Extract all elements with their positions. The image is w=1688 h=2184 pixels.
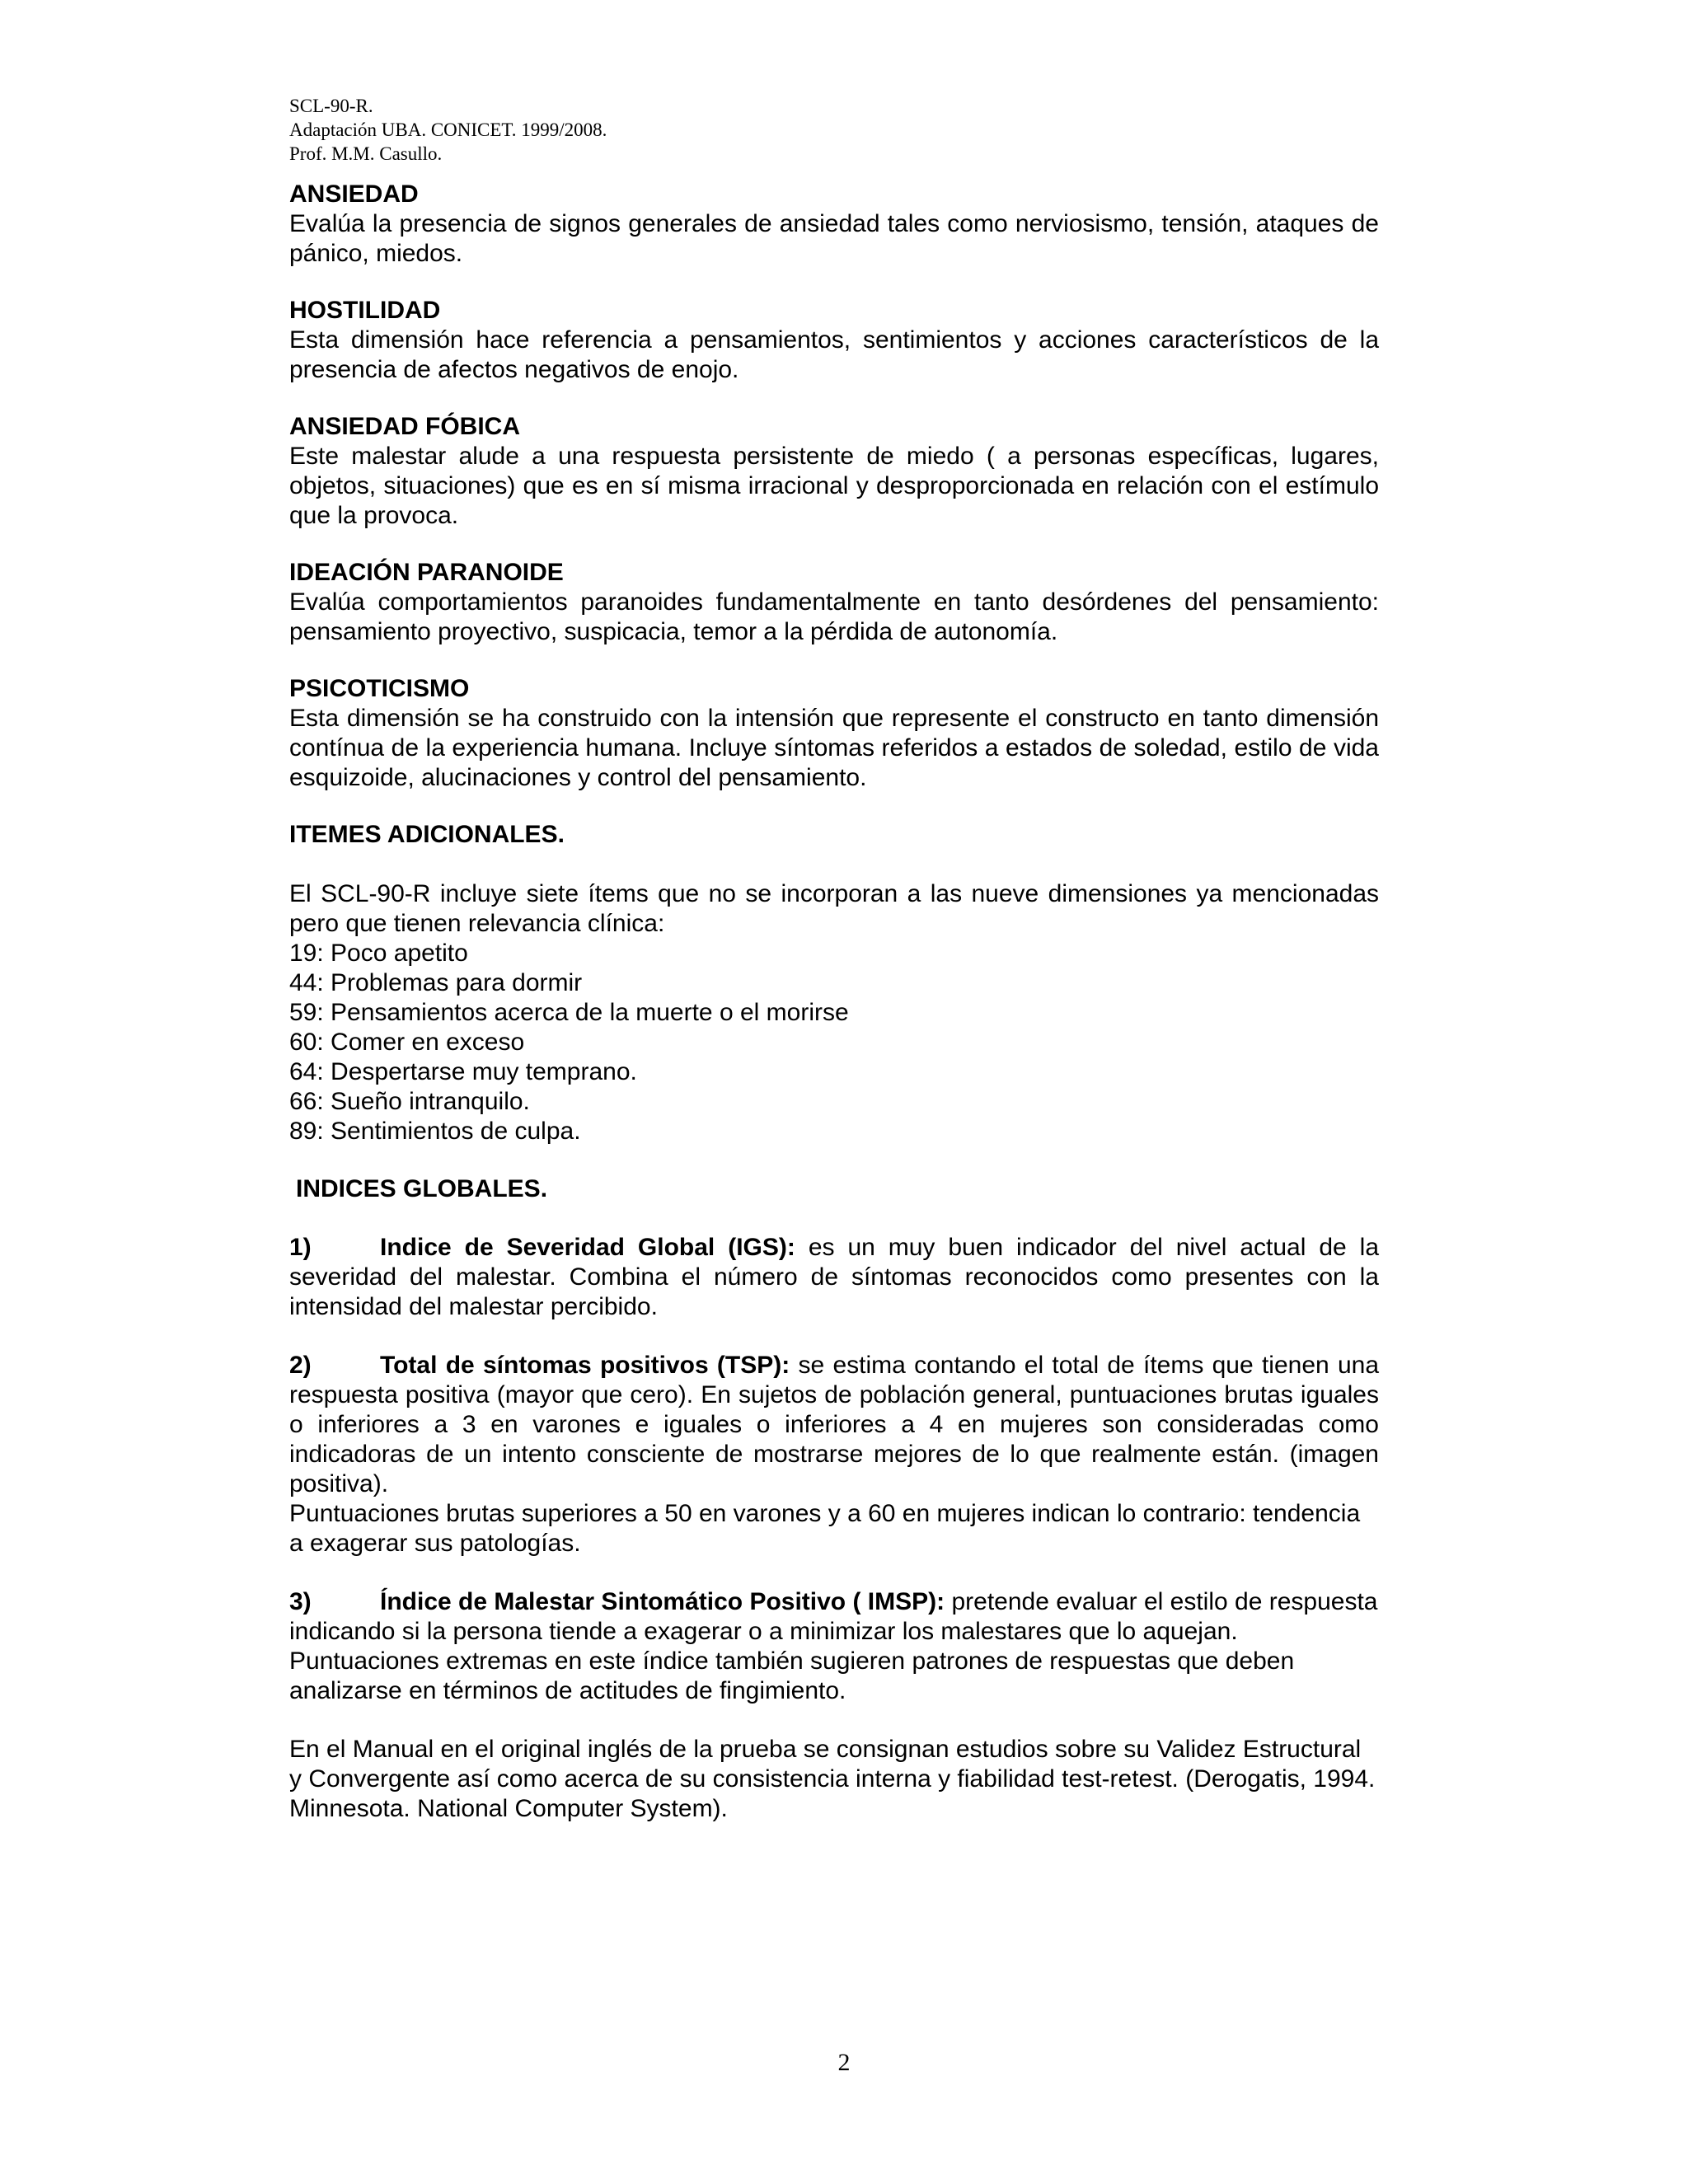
list-item: 64: Despertarse muy temprano. <box>289 1058 637 1085</box>
additional-items-list <box>289 939 1379 1146</box>
section-text: Este malestar alude a una respuesta persistente de miedo ( a personas específicas, lugares, objetos, situaciones) que es en sí misma irracional y desproporcionada en relación con el estímulo que la provoca. <box>289 443 1379 529</box>
index-number: 3) <box>289 1588 312 1615</box>
index-text: se estima contando el total de ítems que tienen una respuesta positiva (mayor que cero). En sujetos de población general, puntuaciones brutas iguales o inferiores a 3 en varones e iguales o inferiores a 4 en mujeres son consideradas como indicadoras de un intento consciente de mostrarse mejores de lo que realmente están. (imagen positiva). <box>289 1352 1380 1497</box>
index-igs <box>289 1233 1379 1322</box>
document-header <box>289 94 607 166</box>
closing-paragraph: En el Manual en el original inglés de la prueba se consignan estudios sobre su Validez Estructural y Convergente así como acerca de su consistencia interna y fiabilidad test-retest. (Derogatis, 1994. Minnesota. National Computer System). <box>289 1736 1376 1822</box>
page-number: 2 <box>837 2049 851 2076</box>
list-item: 60: Comer en exceso <box>289 1029 525 1056</box>
section-text: Esta dimensión se ha construido con la intensión que represente el constructo en tanto dimensión contínua de la experiencia humana. Incluye síntomas referidos a estados de soledad, estilo de vida esquizoide, alucinaciones y control del pensamiento. <box>289 705 1379 791</box>
list-item: 66: Sueño intranquilo. <box>289 1088 530 1115</box>
index-tsp <box>289 1351 1379 1558</box>
section-title: ANSIEDAD <box>289 180 419 208</box>
list-item: 19: Poco apetito <box>289 940 468 967</box>
index-title: Indice de Severidad Global (IGS): <box>380 1234 795 1261</box>
header-line-2: Adaptación UBA. CONICET. 1999/2008. <box>289 120 607 140</box>
section-items-adicionales <box>289 820 1379 1146</box>
section-text: Evalúa comportamientos paranoides fundamentalmente en tanto desórdenes del pensamiento: pensamiento proyectivo, suspicacia, temor a la pérdida de autonomía. <box>289 588 1379 645</box>
section-title: ANSIEDAD FÓBICA <box>289 413 521 440</box>
index-title: Total de síntomas positivos (TSP): <box>380 1352 790 1379</box>
section-title: HOSTILIDAD <box>289 297 441 324</box>
index-text: es un muy buen indicador del nivel actual de la severidad del malestar. Combina el número de síntomas reconocidos como presentes con la intensidad del malestar percibido. <box>289 1234 1380 1320</box>
index-title: Índice de Malestar Sintomático Positivo ( IMSP): <box>380 1588 945 1615</box>
index-number: 2) <box>289 1352 312 1379</box>
index-imsp <box>289 1587 1379 1706</box>
section-title: PSICOTICISMO <box>289 675 470 702</box>
list-item: 89: Sentimientos de culpa. <box>289 1118 581 1145</box>
list-item: 44: Problemas para dormir <box>289 969 583 996</box>
section-ansiedad-fobica <box>289 412 1379 531</box>
section-psicoticismo <box>289 674 1379 793</box>
header-line-1: SCL-90-R. <box>289 96 373 116</box>
section-text: Esta dimensión hace referencia a pensamientos, sentimientos y acciones característicos de la presencia de afectos negativos de enojo. <box>289 326 1379 383</box>
document-body <box>289 180 1379 1824</box>
section-ansiedad <box>289 180 1379 269</box>
index-text: pretende evaluar el estilo de respuesta indicando si la persona tiende a exagerar o a minimizar los malestares que lo aquejan. <box>289 1588 1378 1645</box>
index-number: 1) <box>289 1234 312 1261</box>
index-extra-text: Puntuaciones extremas en este índice también sugieren patrones de respuestas que deben analizarse en términos de actitudes de fingimiento. <box>289 1647 1295 1704</box>
list-item: 59: Pensamientos acerca de la muerte o el morirse <box>289 999 849 1026</box>
indices-title: INDICES GLOBALES. <box>296 1175 548 1202</box>
index-extra-text: Puntuaciones brutas superiores a 50 en varones y a 60 en mujeres indican lo contrario: tendencia a exagerar sus patologías. <box>289 1500 1361 1557</box>
section-title: IDEACIÓN PARANOIDE <box>289 559 564 586</box>
header-line-3: Prof. M.M. Casullo. <box>289 143 443 164</box>
section-hostilidad <box>289 296 1379 385</box>
section-title: ITEMES ADICIONALES. <box>289 821 565 848</box>
section-text: Evalúa la presencia de signos generales de ansiedad tales como nerviosismo, tensión, ataques de pánico, miedos. <box>289 210 1379 267</box>
additional-intro: El SCL-90-R incluye siete ítems que no se incorporan a las nueve dimensiones ya mencionadas pero que tienen relevancia clínica: <box>289 880 1379 937</box>
section-ideacion-paranoide <box>289 558 1379 647</box>
